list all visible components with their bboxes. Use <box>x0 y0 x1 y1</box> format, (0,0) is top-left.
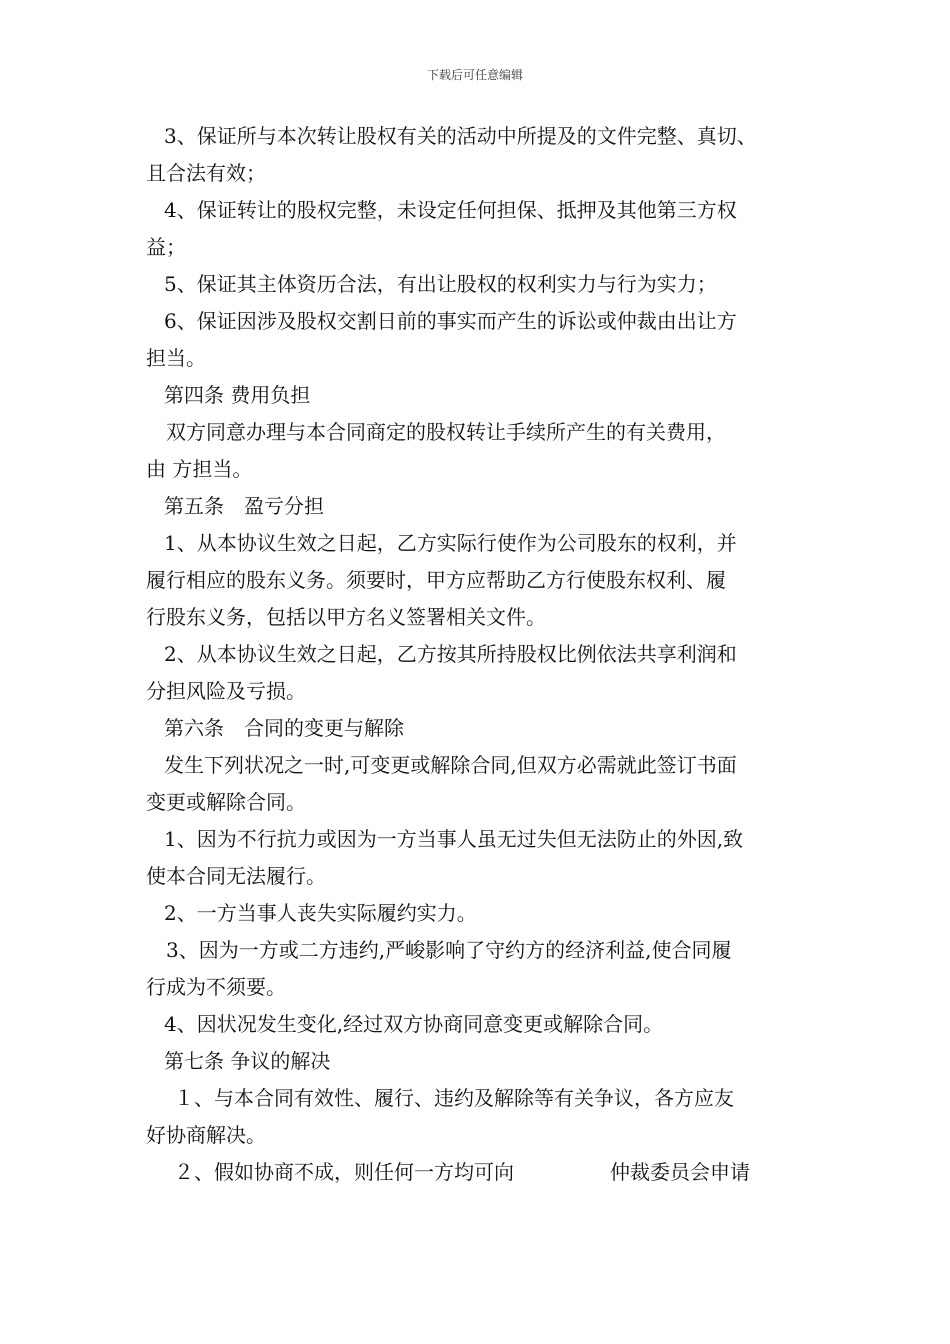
article-6-item-4: 4、因状况发生变化,经过双方协商同意变更或解除合同。 <box>164 1012 664 1036</box>
article-7-item-1-line-2: 好协商解决。 <box>146 1123 266 1147</box>
article-4-heading: 第四条 费用负担 <box>164 383 311 407</box>
article-5-item-1-line-1: 1、从本协议生效之日起，乙方实际行使作为公司股东的权利，并 <box>164 531 737 555</box>
clause-6-line-1: 6、保证因涉及股权交割日前的事实而产生的诉讼或仲裁由出让方 <box>164 309 737 333</box>
article-7-item-2-part-2: 仲裁委员会申请 <box>610 1160 750 1184</box>
article-5-item-2-line-2: 分担风险及亏损。 <box>146 679 306 703</box>
article-5-item-1-line-2: 履行相应的股东义务。须要时，甲方应帮助乙方行使股东权利、履 <box>146 568 726 592</box>
article-7-item-2-part-1: ２、假如协商不成，则任何一方均可向 <box>174 1160 514 1184</box>
article-6-heading: 第六条 合同的变更与解除 <box>164 716 404 740</box>
clause-4-line-2: 益； <box>146 235 186 259</box>
article-4-text-line-2: 由 方担当。 <box>146 457 253 481</box>
article-6-item-3-line-2: 行成为不须要。 <box>146 975 286 999</box>
article-6-item-1-line-2: 使本合同无法履行。 <box>146 864 326 888</box>
article-5-heading: 第五条 盈亏分担 <box>164 494 324 518</box>
page-header: 下载后可任意编辑 <box>426 68 523 82</box>
article-6-intro-line-1: 发生下列状况之一时,可变更或解除合同,但双方必需就此签订书面 <box>164 753 737 777</box>
clause-5-line-1: 5、保证其主体资历合法，有出让股权的权利实力与行为实力； <box>164 272 717 296</box>
article-5-item-1-line-3: 行股东义务，包括以甲方名义签署相关文件。 <box>146 605 546 629</box>
article-7-heading: 第七条 争议的解决 <box>164 1049 331 1073</box>
article-7-item-2-line-1 <box>146 1154 816 1191</box>
contract-body <box>146 118 816 1191</box>
clause-3-line-1: 3、保证所与本次转让股权有关的活动中所提及的文件完整、真切、 <box>164 124 757 148</box>
clause-4-line-1: 4、保证转让的股权完整，未设定任何担保、抵押及其他第三方权 <box>164 198 737 222</box>
clause-3-line-2: 且合法有效； <box>146 161 266 185</box>
article-6-intro-line-2: 变更或解除合同。 <box>146 790 306 814</box>
article-6-item-1-line-1: 1、因为不行抗力或因为一方当事人虽无过失但无法防止的外因,致 <box>164 827 744 851</box>
article-4-text-line-1: 双方同意办理与本合同商定的股权转让手续所产生的有关费用， <box>166 420 726 444</box>
article-7-item-1-line-1: １、与本合同有效性、履行、违约及解除等有关争议，各方应友 <box>174 1086 734 1110</box>
clause-6-line-2: 担当。 <box>146 346 206 370</box>
article-5-item-2-line-1: 2、从本协议生效之日起，乙方按其所持股权比例依法共享利润和 <box>164 642 737 666</box>
article-6-item-3-line-1: 3、因为一方或二方违约,严峻影响了守约方的经济利益,使合同履 <box>166 938 732 962</box>
article-6-item-2: 2、一方当事人丧失实际履约实力。 <box>164 901 477 925</box>
